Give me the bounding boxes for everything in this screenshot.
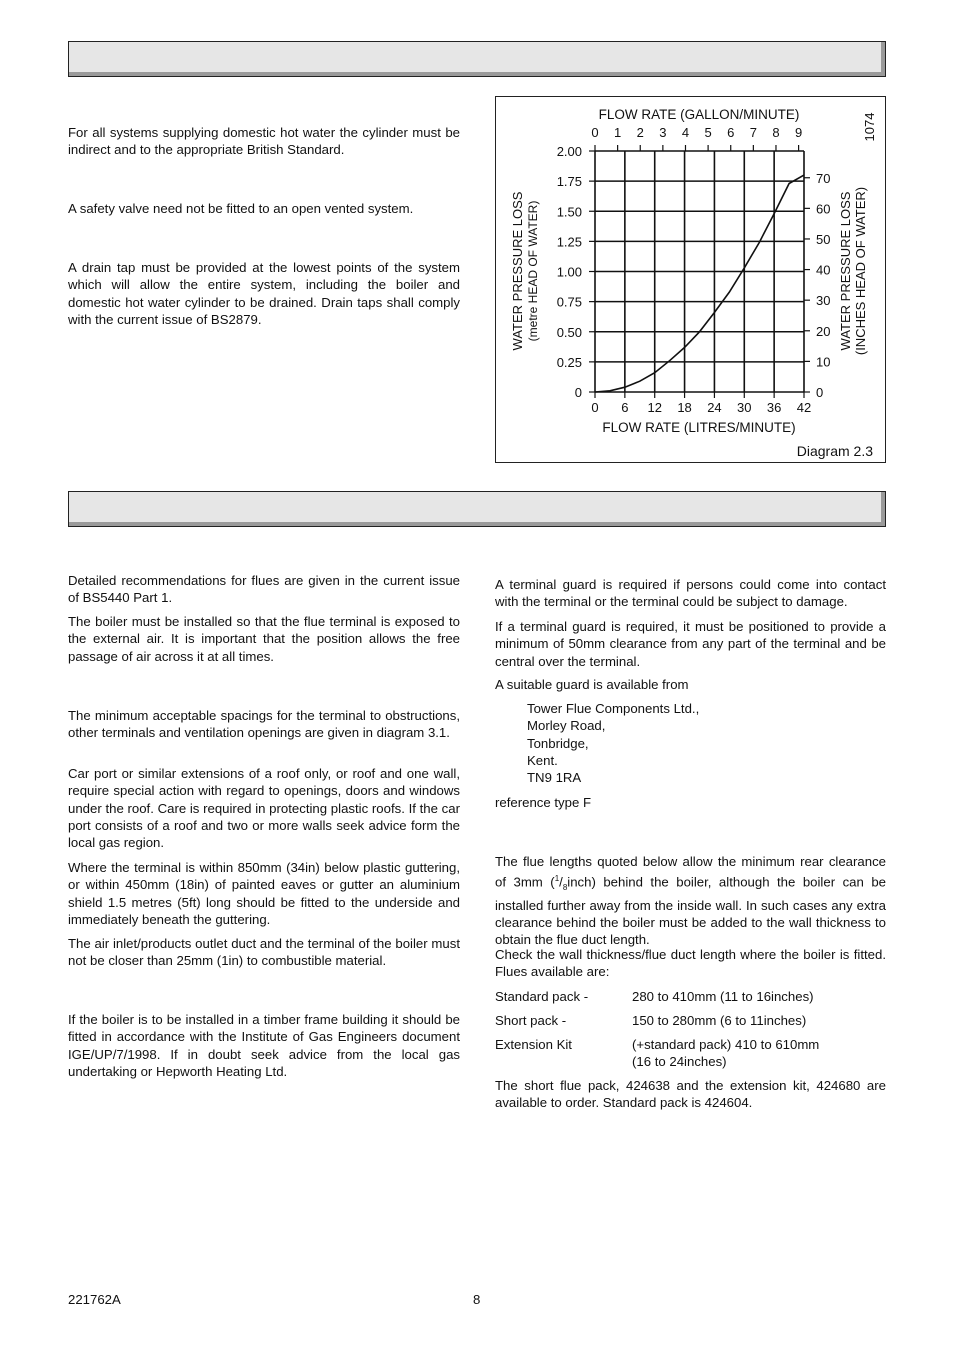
- pressure-loss-curve: [595, 175, 804, 392]
- drain-tap-paragraph: A drain tap must be provided at the lowest points of the system which will allow the entire system, including the boiler and domestic hot water cylinder to be drained. Drain taps shall comply with the current issue of BS2879.: [68, 260, 460, 327]
- y-tick-label: 0.75: [556, 294, 582, 310]
- y-tick-label: 1.00: [556, 264, 582, 280]
- top-tick-label: 4: [681, 125, 690, 140]
- terminal-spacing-paragraph: The minimum acceptable spacings for the terminal to obstructions, other terminals and ventilation openings are given in diagram 3.1.: [68, 708, 460, 741]
- right-tick-label: 40: [816, 262, 831, 278]
- right-tick-label: 20: [816, 323, 831, 339]
- x-tick-label: 12: [647, 400, 662, 415]
- chart-top-axis-label: FLOW RATE (GALLON/MINUTE): [598, 107, 800, 122]
- flue-pack-name: Short pack -: [495, 1013, 567, 1028]
- guard-clearance-paragraph: If a terminal guard is required, it must be positioned to provide a minimum of 50mm clearance from any part of the terminal and be central over the terminal.: [495, 619, 886, 669]
- top-tick-label: 5: [704, 125, 712, 140]
- diagram-caption: Diagram 2.3: [796, 443, 873, 459]
- right-tick-label: 70: [816, 170, 831, 186]
- guttering-paragraph: Where the terminal is within 850mm (34in) below plastic guttering, or within 450mm (18in) of painted eaves or gutter an aluminium shield 1.5 metres (5ft) long should be fitted to the underside and immediately beneath the guttering.: [68, 860, 460, 927]
- right-tick-label: 60: [816, 201, 831, 217]
- flue-length-paragraph: The flue lengths quoted below allow the minimum rear clearance of 3mm $(^1/_8inch)$ behind the boiler, although the boiler can be installed further away from the inside wall. In such cases any extra clearance behind the boiler must be added to the wall thickness to obtain the flue duct length.: [495, 854, 887, 948]
- x-tick-label: 36: [766, 400, 782, 415]
- address-line: Kent.: [527, 752, 558, 768]
- x-tick-label: 6: [621, 400, 629, 415]
- safety-valve-paragraph: A safety valve need not be fitted to an open vented system.: [68, 201, 414, 216]
- car-port-paragraph: Car port or similar extensions of a roof only, or roof and one wall, require special action with regard to openings, doors and windows under the roof. Care is required in protecting plastic roofs. If the car port consists of a roof and two or more walls seek advice form the local gas region.: [68, 766, 460, 851]
- flue-recommendations-paragraph: Detailed recommendations for flues are given in the current issue of BS5440 Part 1.: [68, 573, 460, 606]
- y-tick-label: 1.75: [556, 174, 582, 190]
- flue-terminal-paragraph: The boiler must be installed so that the flue terminal is exposed to the external air. It is important that the position allows the free passage of air across it at all times.: [68, 614, 460, 664]
- top-tick-label: 1: [614, 125, 622, 140]
- pressure-loss-chart: [496, 97, 887, 464]
- y-tick-label: 1.50: [556, 204, 582, 220]
- y-tick-label: 0.25: [556, 354, 582, 370]
- timber-frame-paragraph: If the boiler is to be installed in a timber frame building it should be fitted in accordance with the Institute of Gas Engineers document IGE/UP/7/1998. If in doubt seek advice from the local gas undertaking or Hepworth Heating Ltd.: [68, 1012, 460, 1079]
- top-tick-label: 3: [659, 125, 667, 140]
- flue-pack-name: Extension Kit: [495, 1037, 572, 1052]
- flue-pack-name: Standard pack -: [495, 989, 589, 1004]
- supplier-address: [527, 700, 699, 786]
- cylinder-paragraph: For all systems supplying domestic hot water the cylinder must be indirect and to the appropriate British Standard.: [68, 125, 460, 158]
- right-tick-label: 30: [816, 293, 831, 309]
- top-tick-label: 7: [749, 125, 757, 140]
- right-tick-label: 0: [816, 385, 824, 400]
- chart-x-axis-label: FLOW RATE (LITRES/MINUTE): [602, 420, 796, 435]
- wall-thickness-paragraph: Check the wall thickness/flue duct length where the boiler is fitted. Flues available are:: [495, 947, 886, 980]
- chart-left-axis-label: WATER PRESSURE LOSS: [510, 191, 525, 351]
- chart-left-axis-sublabel: (metre HEAD OF WATER): [526, 200, 540, 342]
- x-tick-label: 0: [591, 400, 599, 415]
- guard-supplier-intro: A suitable guard is available from: [495, 677, 689, 692]
- flue-pack-range: 150 to 280mm (6 to 11inches): [632, 1013, 807, 1028]
- x-tick-label: 24: [707, 400, 722, 415]
- top-tick-label: 6: [727, 125, 735, 140]
- section-header-bar: [68, 41, 886, 77]
- top-tick-label: 9: [794, 125, 803, 140]
- flue-pack-range: (+standard pack) 410 to 610mm (16 to 24inches): [632, 1037, 820, 1070]
- address-line: Morley Road,: [527, 718, 606, 734]
- chart-ref-number: 1074: [862, 112, 877, 142]
- address-line: Tower Flue Components Ltd.,: [527, 701, 700, 716]
- top-tick-label: 8: [772, 125, 780, 140]
- y-tick-label: 0.50: [556, 324, 582, 340]
- flue-pack-range: 280 to 410mm (11 to 16inches): [632, 989, 814, 1004]
- x-tick-label: 42: [796, 400, 812, 415]
- address-line: Tonbridge,: [527, 735, 589, 751]
- right-tick-label: 50: [816, 231, 831, 247]
- chart-right-axis-sublabel: (INCHES HEAD OF WATER): [853, 186, 868, 356]
- y-tick-label: 0: [574, 385, 582, 400]
- reference-type: reference type F: [495, 795, 592, 810]
- address-line: TN9 1RA: [527, 770, 582, 786]
- right-tick-label: 10: [816, 354, 831, 370]
- x-tick-label: 18: [677, 400, 692, 415]
- terminal-guard-paragraph: A terminal guard is required if persons could come into contact with the terminal or the terminal could be subject to damage.: [495, 577, 886, 610]
- pressure-loss-diagram: [495, 96, 886, 463]
- section-header-bar: [68, 491, 886, 527]
- x-tick-label: 30: [737, 400, 752, 415]
- y-tick-label: 1.25: [556, 234, 582, 250]
- top-tick-label: 0: [591, 125, 599, 140]
- top-tick-label: 2: [636, 125, 644, 140]
- y-tick-label: 2.00: [556, 144, 582, 159]
- document-number: 221762A: [68, 1292, 121, 1307]
- order-paragraph: The short flue pack, 424638 and the extension kit, 424680 are available to order. Standard pack is 424604.: [495, 1078, 886, 1111]
- chart-right-axis-label: WATER PRESSURE LOSS: [838, 191, 853, 351]
- combustible-material-paragraph: The air inlet/products outlet duct and the terminal of the boiler must not be closer than 25mm (1in) to combustible material.: [68, 936, 460, 969]
- page-number: 8: [473, 1292, 481, 1307]
